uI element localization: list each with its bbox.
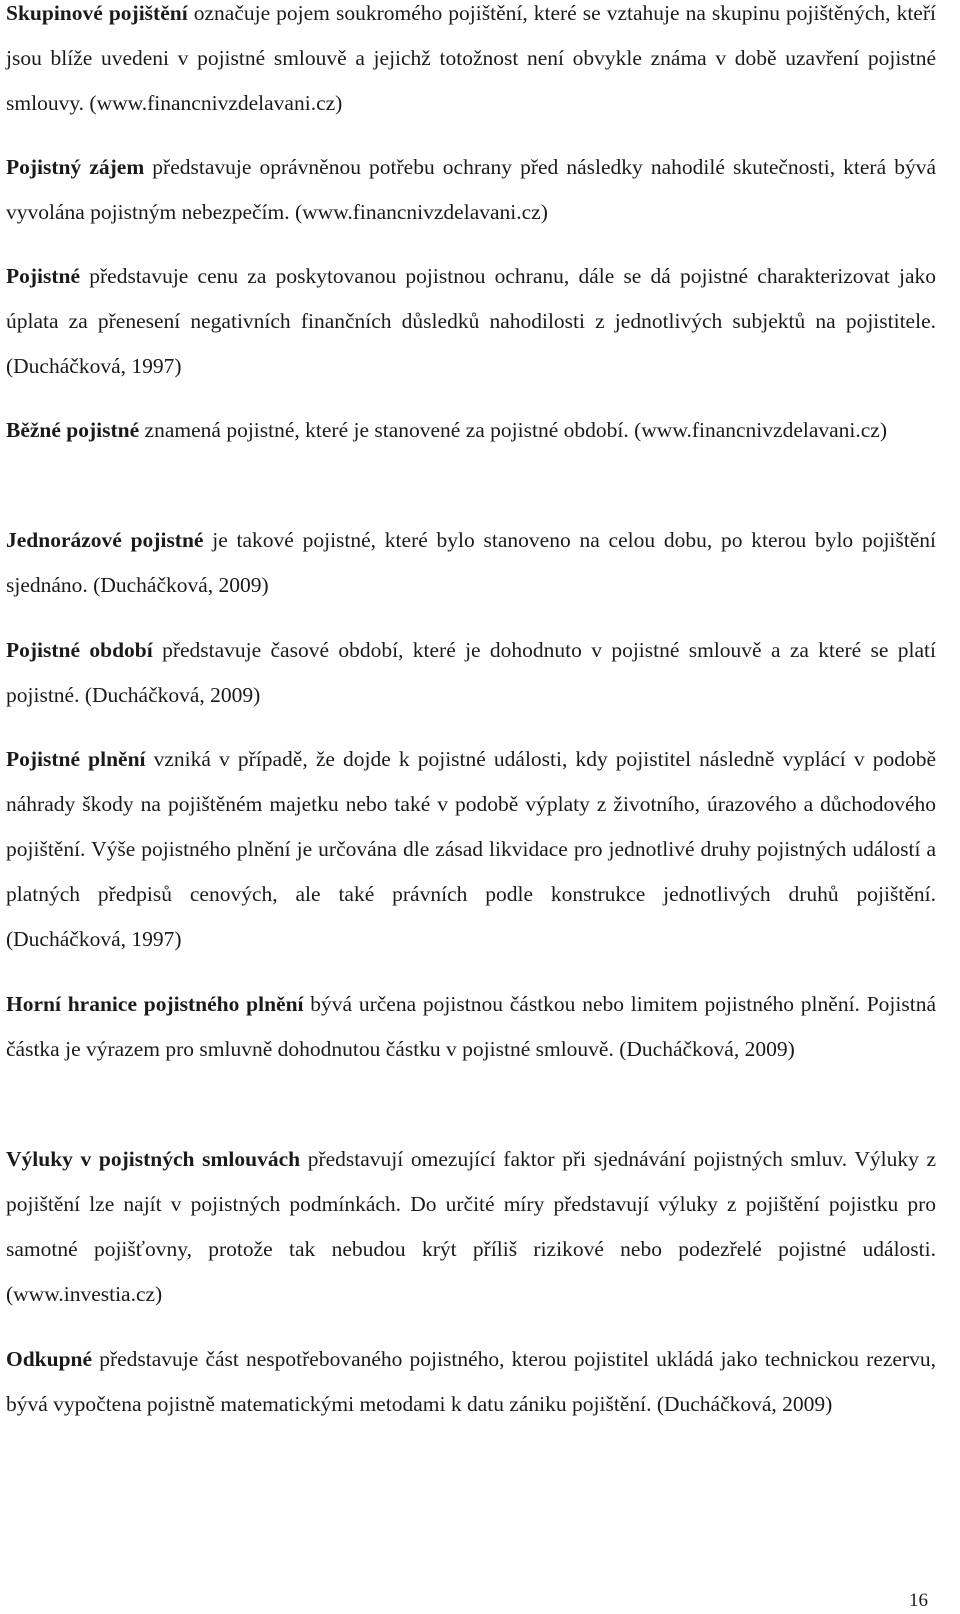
definition-text: znamená pojistné, které je stanovené za pojistné období. (www.financnivzdelavani.cz): [139, 418, 888, 442]
term-vyluky: Výluky v pojistných smlouvách: [6, 1147, 301, 1171]
definition-text: představuje oprávněnou potřebu ochrany před následky nahodilé skutečnosti, která bývá vyvolána pojistným nebezpečím. (www.financnivzdelavani.cz): [6, 155, 936, 224]
term-pojistne-obdobi: Pojistné období: [6, 638, 153, 662]
definition-text: představuje cenu za poskytovanou pojistnou ochranu, dále se dá pojistné charakterizovat jako úplata za přenesení negativních finančních důsledků nahodilosti z jednotlivých subjektů na pojistitele. (Ducháčková, 1997): [6, 264, 936, 378]
paragraph-vyluky: [6, 1137, 936, 1317]
definition-text: představuje část nespotřebovaného pojistného, kterou pojistitel ukládá jako technickou rezervu, bývá vypočtena pojistně matematickými metodami k datu zániku pojištění. (Ducháčková, 2009): [6, 1347, 936, 1416]
term-bezne-pojistne: Běžné pojistné: [6, 418, 140, 442]
term-pojistne: Pojistné: [6, 264, 81, 288]
paragraph-pojistny-zajem: [6, 145, 936, 235]
definition-text: označuje pojem soukromého pojištění, které se vztahuje na skupinu pojištěných, kteří jsou blíže uvedeni v pojistné smlouvě a jejichž totožnost není obvykle známa v době uzavření pojistné smlouvy. (www.financnivzdelavani.cz): [6, 1, 936, 115]
term-horni-hranice: Horní hranice pojistného plnění: [6, 992, 304, 1016]
paragraph-pojistne-obdobi: [6, 628, 936, 718]
definition-text: představuje časové období, které je dohodnuto v pojistné smlouvě a za které se platí pojistné. (Ducháčková, 2009): [6, 638, 937, 707]
term-skupinove-pojisteni: Skupinové pojištění: [6, 1, 188, 25]
term-pojistne-plneni: Pojistné plnění: [6, 747, 146, 771]
definition-text: vzniká v případě, že dojde k pojistné události, kdy pojistitel následně vyplácí v podobě náhrady škody na pojištěném majetku nebo také v podobě výplaty z životního, úrazového a důchodového pojištění. Výše pojistného plnění je určována dle zásad likvidace pro jednotlivé druhy pojistných událostí a platných předpisů cenových, ale také právních podle konstrukce jednotlivých druhů pojištění. (Ducháčková, 1997): [6, 747, 936, 951]
definition-text: bývá určena pojistnou částkou nebo limitem pojistného plnění. Pojistná částka je výrazem pro smluvně dohodnutou částku v pojistné smlouvě. (Ducháčková, 2009): [6, 992, 936, 1061]
paragraph-jednorazove-pojistne: [6, 518, 936, 608]
page-number: 16: [909, 1590, 928, 1611]
paragraph-skupinove-pojisteni: [6, 0, 936, 126]
paragraph-bezne-pojistne: [6, 408, 936, 453]
term-pojistny-zajem: Pojistný zájem: [6, 155, 145, 179]
term-odkupne: Odkupné: [6, 1347, 93, 1371]
term-jednorazove-pojistne: Jednorázové pojistné: [6, 528, 204, 552]
paragraph-horni-hranice: [6, 982, 936, 1072]
paragraph-pojistne-plneni: [6, 737, 936, 962]
paragraph-pojistne: [6, 254, 936, 389]
paragraph-odkupne: [6, 1337, 936, 1427]
definition-text: je takové pojistné, které bylo stanoveno na celou dobu, po kterou bylo pojištění sjednáno. (Ducháčková, 2009): [6, 528, 936, 597]
definition-text: představují omezující faktor při sjednávání pojistných smluv. Výluky z pojištění lze najít v pojistných podmínkách. Do určité míry představují výluky z pojištění pojistku pro samotné pojišťovny, protože tak nebudou krýt příliš rizikové nebo podezřelé pojistné události. (www.investia.cz): [6, 1147, 936, 1306]
